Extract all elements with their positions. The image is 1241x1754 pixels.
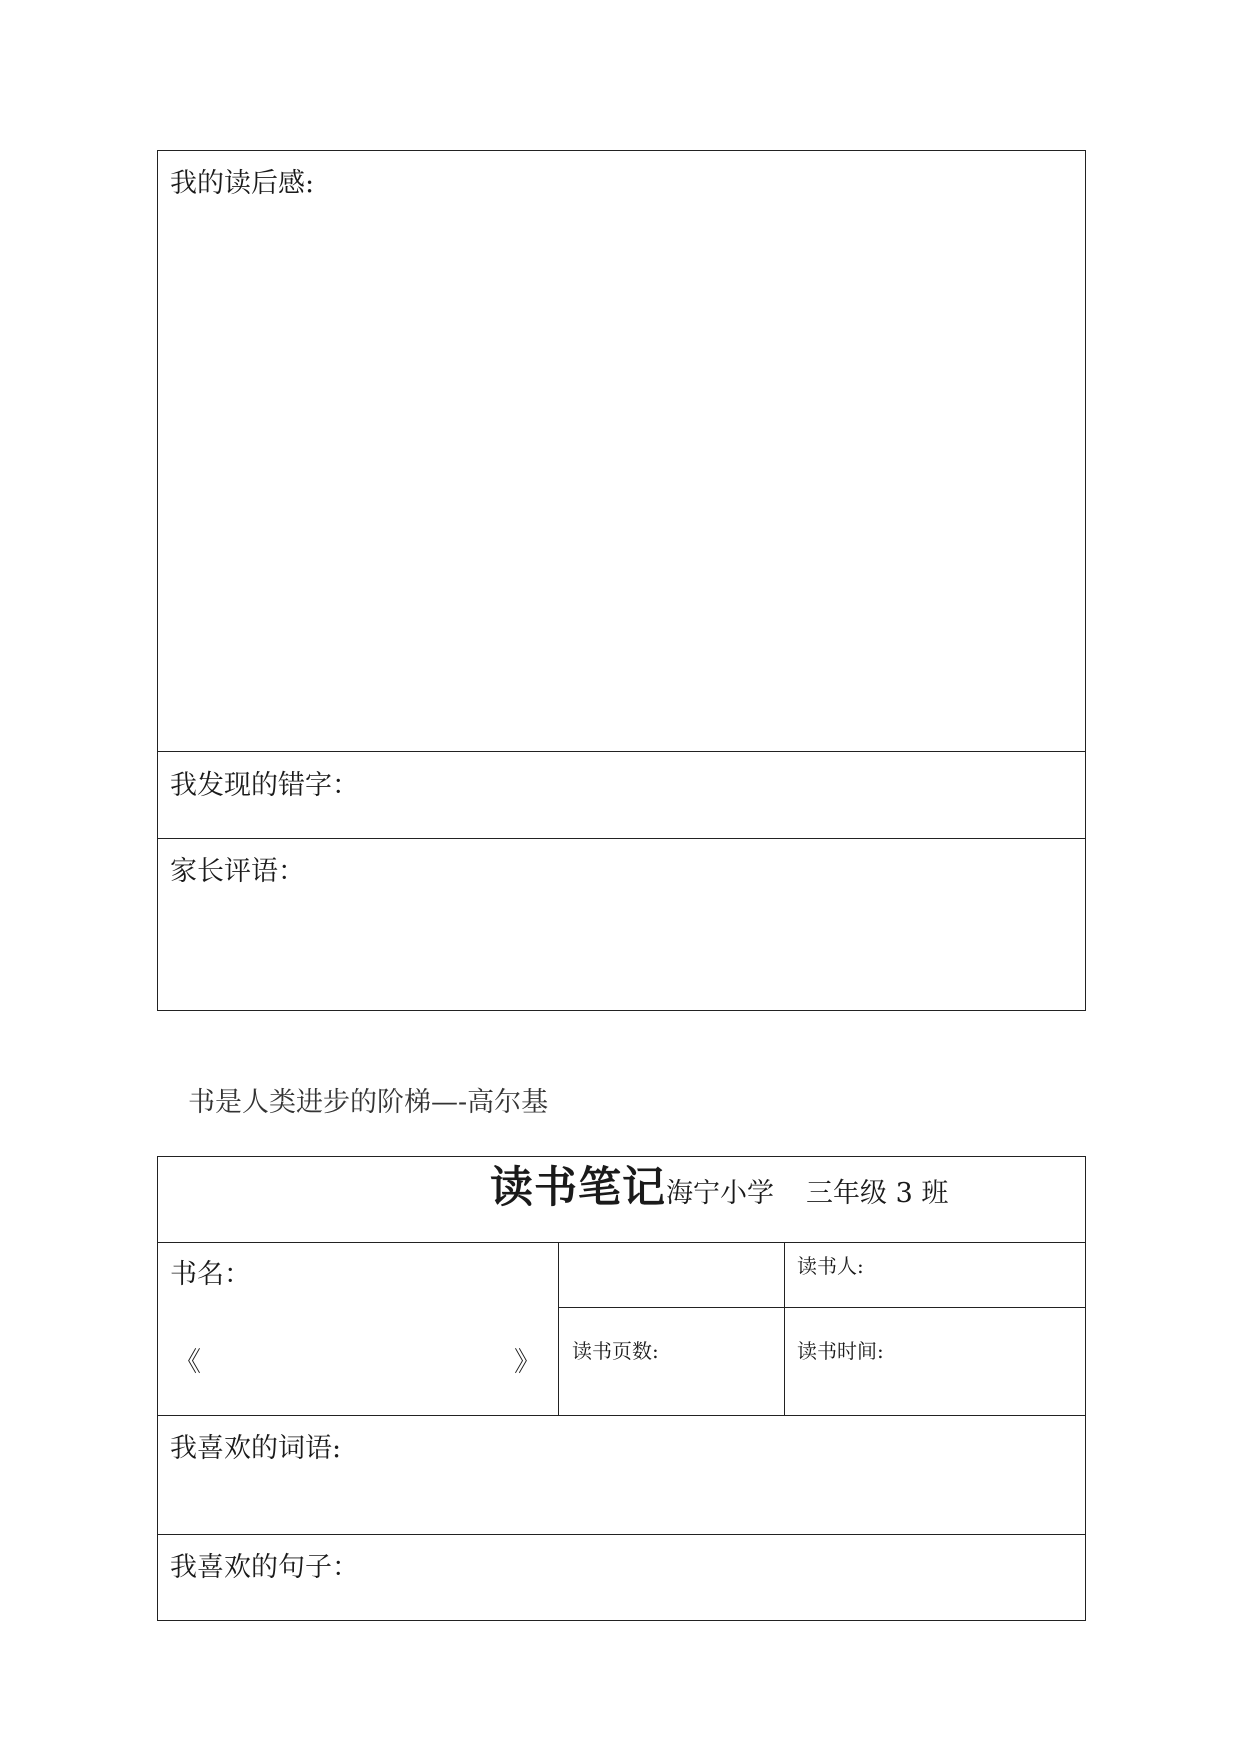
divider: [157, 838, 1086, 839]
title-main: 读书笔记: [490, 1163, 666, 1213]
title-class: 三年级 3 班: [806, 1178, 949, 1209]
divider: [784, 1242, 785, 1415]
book-name-label: 书名：: [170, 1259, 251, 1290]
divider: [157, 1415, 1086, 1416]
fav-sentences-label: 我喜欢的句子：: [170, 1552, 359, 1583]
reflection-label: 我的读后感:: [170, 168, 315, 199]
pages-label: 读书页数:: [572, 1339, 659, 1363]
form-title: [490, 1163, 948, 1222]
book-bracket-open: 《: [174, 1347, 201, 1378]
divider: [157, 1534, 1086, 1535]
divider: [558, 1307, 1086, 1308]
typos-label: 我发现的错字：: [170, 770, 359, 801]
quote-text: 书是人类进步的阶梯—-高尔基: [188, 1087, 549, 1118]
divider: [157, 751, 1086, 752]
book-bracket-close: 》: [514, 1347, 541, 1378]
title-school: 海宁小学: [666, 1178, 774, 1209]
reader-label: 读书人:: [797, 1254, 864, 1278]
parent-comment-label: 家长评语：: [170, 856, 305, 887]
divider: [157, 1242, 1086, 1243]
time-label: 读书时间:: [797, 1339, 884, 1363]
fav-words-label: 我喜欢的词语:: [170, 1433, 342, 1464]
divider: [558, 1242, 559, 1415]
